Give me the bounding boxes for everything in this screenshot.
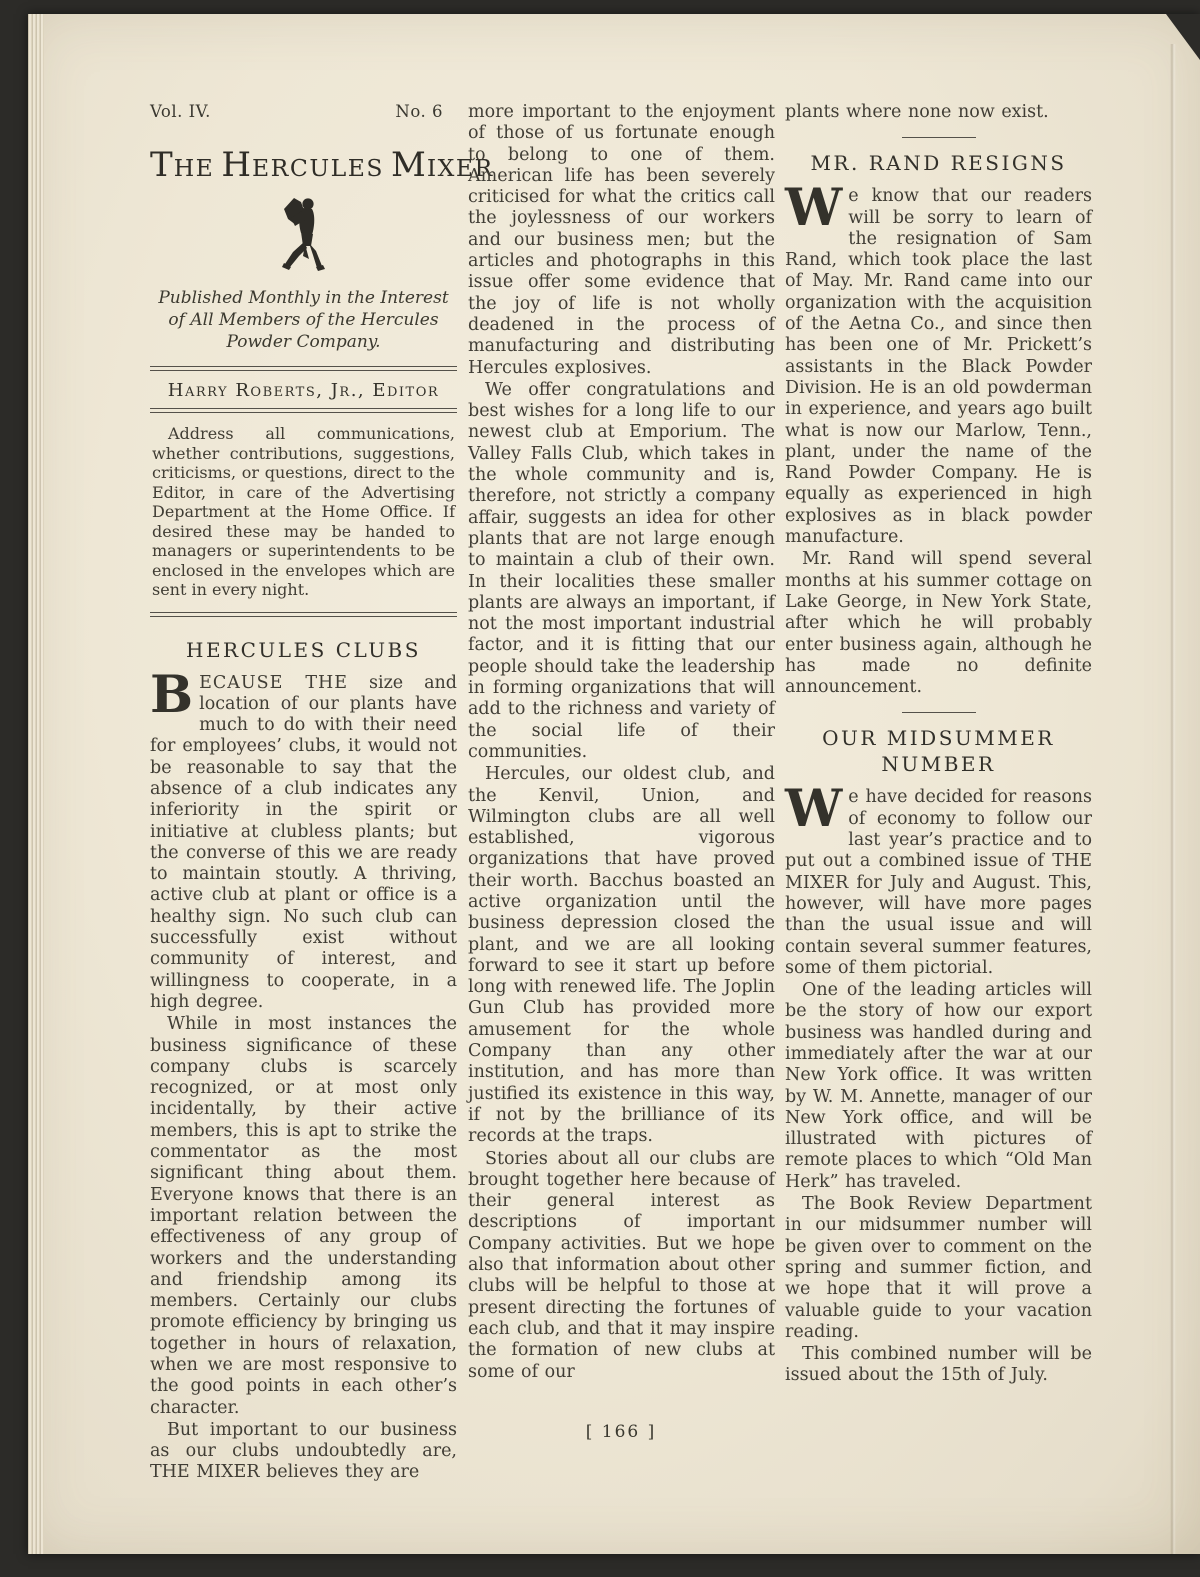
magazine-page: [28, 14, 1200, 1554]
article-heading-rand-resigns: MR. RAND RESIGNS: [810, 151, 1067, 176]
volume-label: Vol. IV.: [150, 102, 211, 121]
paragraph: One of the leading articles will be the story of how our export business was handled during and immediately after the war at our New York office. It was written by W. M. Annette, manager of our New York office, and will be illustrated with pictures of remote places to which “Old Man Herk” has traveled.: [785, 980, 1092, 1192]
tagline: Published Monthly in the Interest of All Members of the Hercules Powder Company.: [158, 288, 449, 352]
section-divider-rule: [902, 137, 976, 138]
drop-cap: W: [785, 779, 843, 840]
column-3: [785, 102, 1092, 1387]
paragraph-text: size and location of our plants have much to do with their need for employees’ clubs, it would not be reasonable to say that the absence of a club indicates any inferiority in the spirit or initiative at clubless plants; but the converse of this we are ready to maintain stoutly. A thriving, active club at plant or office is a healthy sign. No such club can successfully exist without community of interest, and willingness to cooperate, in a high degree.: [150, 672, 457, 1012]
paragraph-text: e know that our readers will be sorry to learn of the resignation of Sam Rand, which took place the last of May. Mr. Rand came into our organization with the acquisition of the Aetna Co., and since then has been one of Mr. Prickett’s assistants in the Black Powder Division. He is an old powderman in experience, and years ago built what is now our Marlow, Tenn., plant, under the name of the Rand Powder Company. He is equally as experienced in high explosives as in black powder manufacture.: [785, 186, 1092, 548]
section-divider-rule: [902, 712, 976, 713]
paragraph: The Book Review Department in our midsummer number will be given over to comment on the spring and summer fiction, and we hope that it will prove a valuable guide to your vacation reading.: [785, 1194, 1092, 1342]
paragraph: We offer congratulations and best wishes for a long life to our newest club at Emporium. The Valley Falls Club, which takes in the whole community and is, therefore, not strictly a company affair, suggests an idea for other plants that are not large enough to maintain a club of their own. In their localities these smaller plants are always an important, if not the most important industrial factor, and it is fitting that our people should take the leadership in forming organizations that will add to the richness and variety of the social life of their communities.: [468, 379, 775, 762]
volume-issue-row: [150, 102, 457, 121]
paragraph: [785, 178, 1092, 548]
paragraph: But important to our business as our clubs undoubtedly are, THE MIXER believes they are: [150, 1419, 457, 1483]
drop-cap: B: [150, 664, 194, 725]
page-edge-stack: [28, 14, 44, 1554]
double-rule-divider: [150, 612, 457, 617]
column-1: [150, 102, 494, 1484]
paragraph: [150, 664, 457, 1014]
paragraph: Hercules, our oldest club, and the Kenvil, Union, and Wilmington clubs are all well established, vigorous organizations that have proved their worth. Bacchus boasted an active organization until the business depression closed the plant, and we are all looking forward to see it start up before long with renewed life. The Joplin Gun Club has provided more amusement for the whole Company than any other institution, and has more than justified its existence in this way, if not by the brilliance of its records at the traps.: [468, 764, 775, 1147]
hercules-figure-icon: [150, 193, 457, 277]
paragraph: Stories about all our clubs are brought together here because of their general interest as descriptions of important Company activities. But we hope also that information about other clubs will be helpful to those at present directing the fortunes of each club, and that it may inspire the formation of new clubs at some of our: [468, 1148, 775, 1382]
paragraph-text: e have decided for reasons of economy to follow our last year’s practice and to put out a combined issue of THE MIXER for July and August. This, however, will have more pages than the usual issue and will contain several summer features, some of them pictorial.: [785, 787, 1092, 978]
paragraph: plants where none now exist.: [785, 102, 1049, 122]
drop-cap: W: [785, 178, 843, 239]
page-number: [ 166 ]: [585, 1422, 657, 1442]
paragraph: While in most instances the business significance of these company clubs is scarcely recognized, or at most only incidentally, by their active members, this is apt to strike the commentator as the most significant thing about them. Everyone knows that there is an important relation between the effectiveness of any group of workers and the understanding and friendship among its members. Certainly our clubs promote efficiency by bringing us together in hours of relaxation, when we are most responsive to the good points in each other’s character.: [150, 1014, 457, 1418]
column-2: [468, 102, 775, 1383]
editor-line: Harry Roberts, Jr., Editor: [167, 380, 440, 401]
paragraph: more important to the enjoyment of those of us fortunate enough to belong to one of them. American life has been severely criticised for what the critics call the joylessness of our workers and our business men; but the articles and photographs in this issue offer some evidence that the joy of life is not wholly deadened in the process of manufacturing and distributing Hercules explosives.: [468, 102, 775, 378]
article-heading-hercules-clubs: HERCULES CLUBS: [186, 637, 421, 662]
publication-title: THE HERCULES MIXER: [150, 145, 494, 185]
page-crease: [1170, 44, 1176, 1554]
lead-words: ECAUSE THE: [199, 672, 349, 693]
article-heading-midsummer-number: OUR MIDSUMMER NUMBER: [822, 726, 1055, 777]
paragraph: Mr. Rand will spend several months at his summer cottage on Lake George, in New York State, after which he will probably enter business again, although he has made no definite announcement.: [785, 549, 1092, 698]
issue-label: No. 6: [395, 102, 443, 121]
paragraph: [785, 779, 1092, 979]
paragraph: This combined number will be issued about the 15th of July.: [785, 1344, 1092, 1386]
address-note: Address all communications, whether contributions, suggestions, criticisms, or questions, direct to the Editor, in care of the Advertising Department at the Home Office. If desired these may be handed to managers or superintendents to be enclosed in the envelopes which are sent in every night.: [152, 424, 455, 599]
